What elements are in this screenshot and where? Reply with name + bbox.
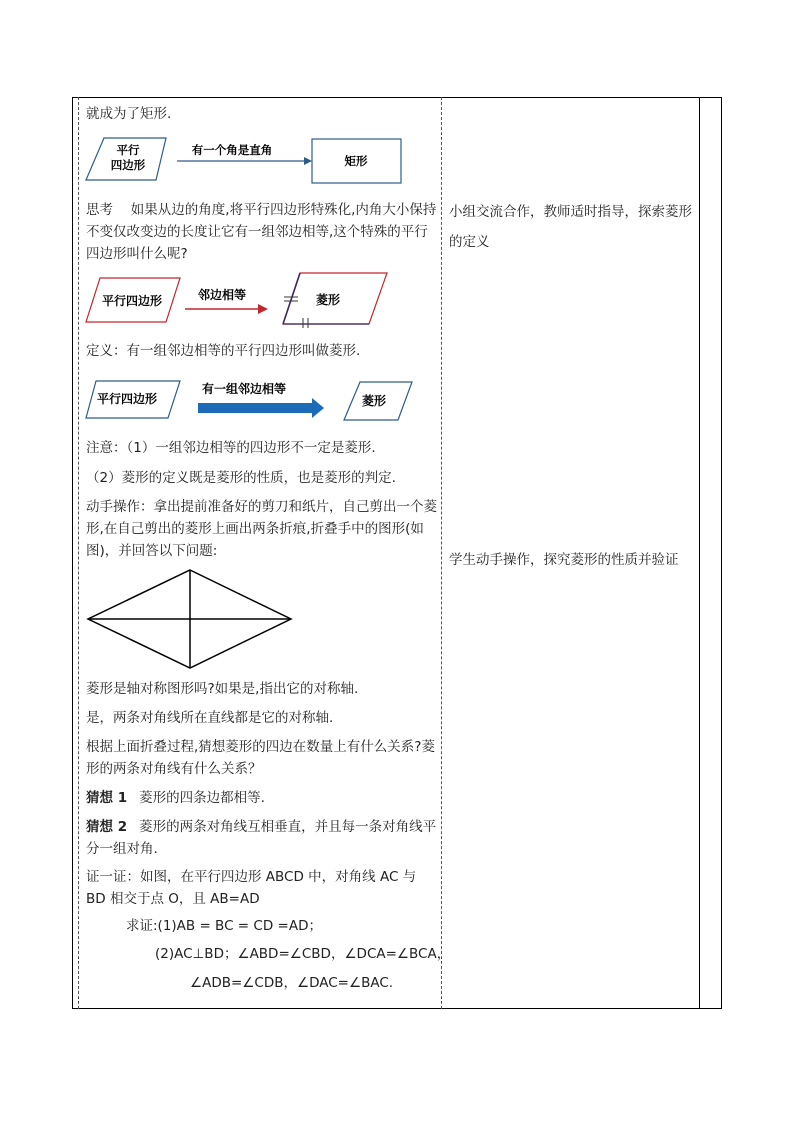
diagram1-arrow-label: 有一个角是直角 (191, 143, 273, 157)
guess-2 (86, 816, 438, 860)
think-paragraph: 思考 如果从边的角度,将平行四边形特殊化,内角大小保持不变仅改变边的长度让它有一组邻边相等,这个特殊的平行四边形叫什么呢? (86, 202, 437, 262)
note-2: （2）菱形的定义既是菱形的性质，也是菱形的判定. (86, 470, 396, 486)
activity-properties: 学生动手操作，探究菱形的性质并验证 (449, 552, 679, 568)
note-1: 注意：（1）一组邻边相等的四边形不一定是菱形. (86, 440, 376, 456)
operation-paragraph: 动手操作：拿出提前准备好的剪刀和纸片，自己剪出一个菱形,在自己剪出的菱形上画出两条折痕,折叠手中的图形(如图)，并回答以下问题: (86, 499, 437, 559)
diagram3-to-label: 菱形 (361, 394, 387, 408)
guess-1-text: 菱形的四条边都相等. (139, 790, 265, 806)
diagram2-arrow-label: 邻边相等 (197, 288, 247, 302)
prove-line-3: ∠ADB=∠CDB，∠DAC=∠BAC. (190, 975, 394, 991)
answer-axis: 是，两条对角线所在直线都是它的对称轴. (86, 710, 334, 726)
diagram1-from-line1: 平行 (116, 143, 140, 157)
prove-line-1: 求证:(1)AB = BC = CD =AD； (126, 918, 322, 934)
proof-intro: 证一证：如图，在平行四边形 ABCD 中，对角线 AC 与 BD 相交于点 O，且 AB=AD (86, 869, 417, 907)
diagram3-from-label: 平行四边形 (96, 392, 158, 406)
diagram1-to-label: 矩形 (344, 154, 368, 168)
guess-2-label: 猜想 2 (86, 819, 128, 835)
diagram2-from-label: 平行四边形 (101, 294, 163, 308)
definition-text: 定义：有一组邻边相等的平行四边形叫做菱形. (86, 343, 361, 359)
diagram3-arrow-label: 有一组邻边相等 (201, 382, 287, 396)
guess-2-text: 菱形的两条对角线互相垂直，并且每一条对角线平分一组对角. (86, 819, 437, 857)
question-relation: 根据上面折叠过程,猜想菱形的四边在数量上有什么关系?菱形的两条对角线有什么关系？ (86, 739, 435, 777)
diagram2-to-label: 菱形 (315, 293, 341, 307)
prove-line-2: (2)AC⊥BD；∠ABD=∠CBD，∠DCA=∠BCA， (155, 946, 451, 962)
diagram1-from-line2: 四边形 (110, 158, 146, 172)
activity-definition: 小组交流合作，教师适时指导，探索菱形的定义 (449, 204, 692, 250)
rect-intro-text: 就成为了矩形. (86, 106, 172, 122)
guess-1-label: 猜想 1 (86, 790, 128, 806)
guess-1 (86, 787, 265, 809)
question-axis: 菱形是轴对称图形吗?如果是,指出它的对称轴. (86, 681, 359, 697)
